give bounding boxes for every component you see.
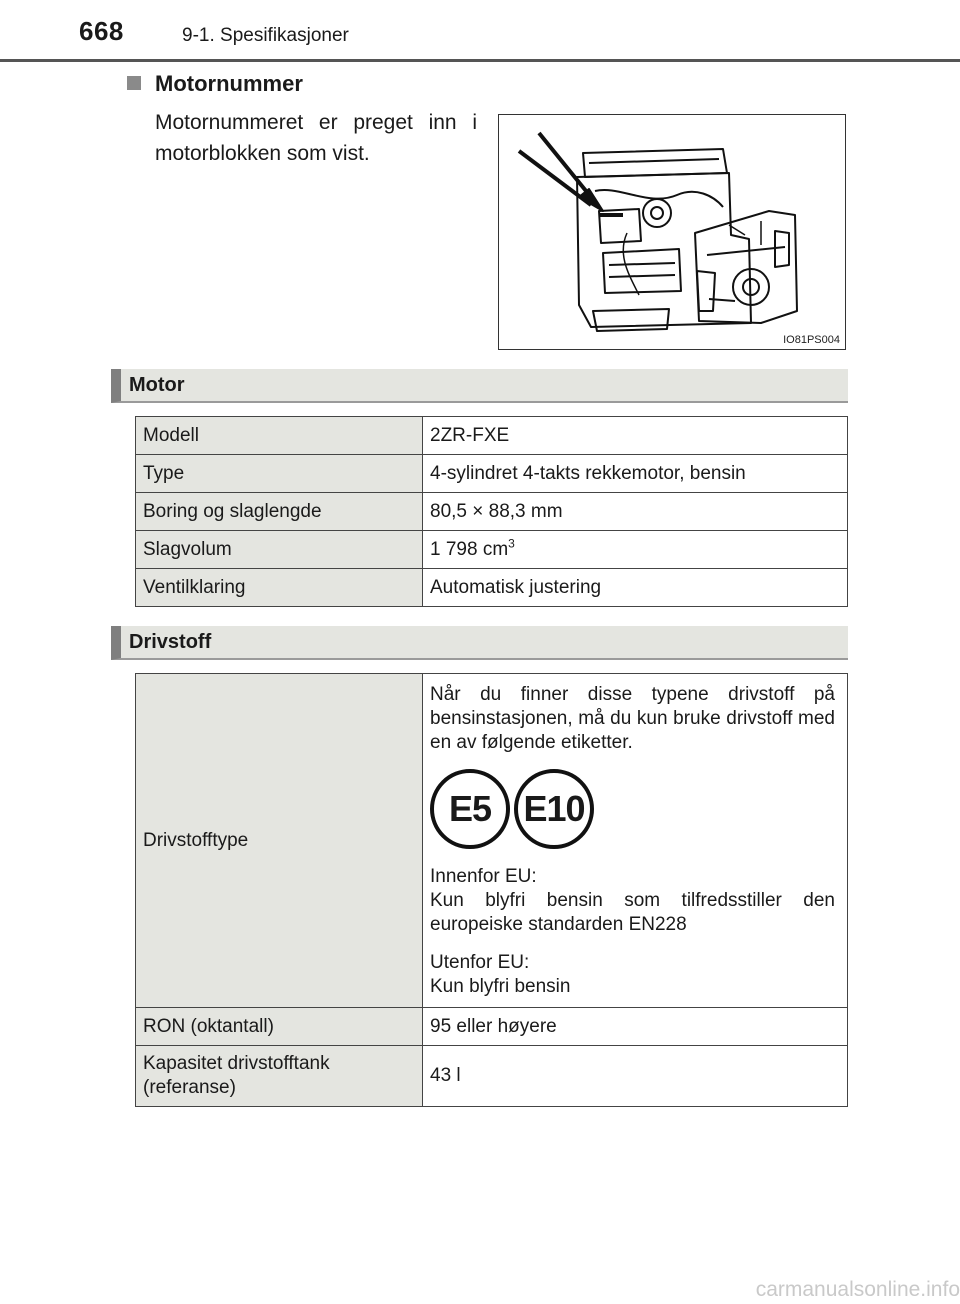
row-label: Type xyxy=(136,455,423,493)
engine-number-text: Motornummeret er preget inn i motorblokken som vist. xyxy=(155,111,477,165)
row-value xyxy=(423,531,848,569)
table-row xyxy=(136,1046,848,1107)
row-value: 2ZR-FXE xyxy=(423,417,848,455)
header-rule xyxy=(0,59,960,62)
row-value: 95 eller høyere xyxy=(423,1008,848,1046)
row-value: Automatisk justering xyxy=(423,569,848,607)
outside-eu-text: Kun blyfri bensin xyxy=(430,975,571,997)
table-row xyxy=(136,569,848,607)
row-value: 43 l xyxy=(423,1046,848,1107)
fuel-type-details xyxy=(430,683,835,999)
e10-label-icon: E10 xyxy=(514,769,594,849)
table-row xyxy=(136,674,848,1008)
displacement-value: 1 798 cm xyxy=(430,538,509,560)
inside-eu-text: Kun blyfri bensin som tilfredsstiller den europeiske standarden EN228 xyxy=(430,889,835,935)
fuel-section-title: Drivstoff xyxy=(129,631,212,653)
row-label: Boring og slaglengde xyxy=(136,493,423,531)
fuel-type-cell xyxy=(423,674,848,1008)
motor-section-title: Motor xyxy=(129,374,185,396)
row-value: 80,5 × 88,3 mm xyxy=(423,493,848,531)
inside-eu-heading: Innenfor EU: xyxy=(430,865,537,887)
engine-illustration xyxy=(498,114,846,350)
section-title: 9-1. Spesifikasjoner xyxy=(182,25,349,46)
motor-section-bar xyxy=(111,369,848,403)
unit-superscript: 3 xyxy=(508,536,515,551)
row-value: 4-sylindret 4-takts rekkemotor, bensin xyxy=(423,455,848,493)
fuel-spec-table xyxy=(135,673,848,1107)
engine-number-heading: Motornummer xyxy=(155,71,303,96)
row-label: Drivstofftype xyxy=(136,674,423,1008)
fuel-labels xyxy=(430,769,835,849)
table-row xyxy=(136,493,848,531)
engine-drawing xyxy=(499,115,845,349)
fuel-intro: Når du finner disse typene drivstoff på bensinstasjonen, må du kun bruke drivstoff med en av følgende etiketter. xyxy=(430,683,835,753)
row-label: Slagvolum xyxy=(136,531,423,569)
table-row xyxy=(136,455,848,493)
figure-code: IO81PS004 xyxy=(783,334,840,346)
square-bullet-icon xyxy=(127,76,141,90)
fuel-section-bar xyxy=(111,626,848,660)
row-label: RON (oktantall) xyxy=(136,1008,423,1046)
row-label: Kapasitet drivstofftank (referanse) xyxy=(136,1046,423,1107)
motor-spec-table xyxy=(135,416,848,607)
row-label: Modell xyxy=(136,417,423,455)
table-row xyxy=(136,531,848,569)
table-row xyxy=(136,417,848,455)
outside-eu-heading: Utenfor EU: xyxy=(430,951,530,973)
table-row xyxy=(136,1008,848,1046)
watermark: carmanualsonline.info xyxy=(755,1278,960,1301)
page-number: 668 xyxy=(79,16,124,46)
e5-label-icon: E5 xyxy=(430,769,510,849)
row-label: Ventilklaring xyxy=(136,569,423,607)
